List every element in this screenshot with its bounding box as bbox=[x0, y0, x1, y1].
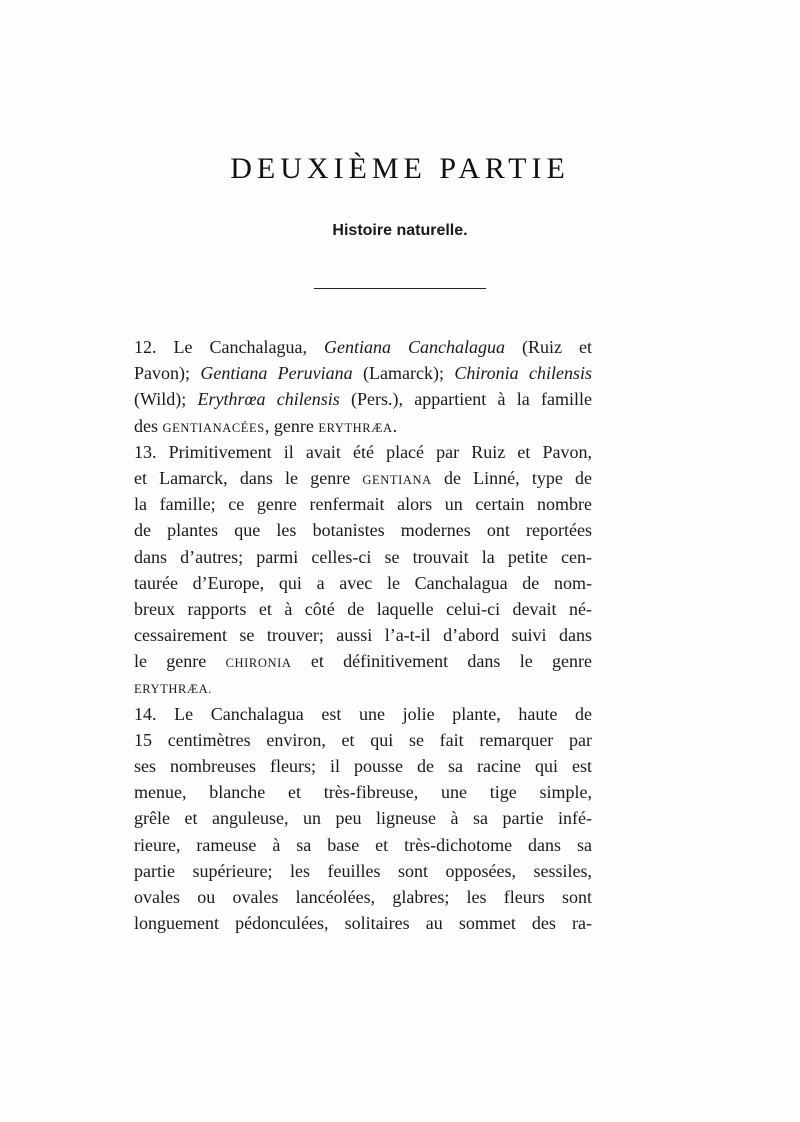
paragraph-13-line: de plantes que les botanistes modernes ont reportées bbox=[134, 520, 592, 541]
paragraph-12-line bbox=[134, 413, 592, 439]
section-title: Histoire naturelle. bbox=[332, 222, 468, 239]
paragraph-14-line: ovales ou ovales lancéolées, glabres; les fleurs sont bbox=[134, 886, 592, 907]
text-run: (Wild); bbox=[134, 389, 198, 410]
italic-text: Chironia chilensis bbox=[454, 363, 592, 384]
paragraph-number: 12. bbox=[134, 337, 157, 357]
text-run: des bbox=[134, 415, 163, 436]
small-caps-text: ERYTHRÆA bbox=[318, 420, 393, 435]
paragraph-14-line: partie supérieure; les feuilles sont opposées, sessiles, bbox=[134, 860, 592, 881]
paragraph-13-line bbox=[134, 465, 592, 491]
text-run: et définitivement dans le genre bbox=[291, 651, 592, 672]
paragraph-13-line bbox=[134, 648, 592, 674]
paragraph-number: 13. bbox=[134, 441, 157, 462]
paragraph-14-line bbox=[134, 701, 592, 727]
text-run: Le Canchalagua est une jolie plante, haute de bbox=[156, 703, 592, 724]
paragraph-14-line: menue, blanche et très-fibreuse, une tige simple, bbox=[134, 782, 592, 803]
paragraph-13-line bbox=[134, 674, 592, 700]
paragraph-14-line: grêle et anguleuse, un peu ligneuse à sa partie infé- bbox=[134, 808, 592, 829]
text-run: Pavon); bbox=[134, 363, 201, 384]
paragraph-13-line bbox=[134, 439, 592, 465]
paragraph-13-line: taurée d’Europe, qui a avec le Canchalagua de nom- bbox=[134, 572, 592, 593]
paragraph-12-line bbox=[134, 360, 592, 386]
paragraph-13-line: cessairement se trouver; aussi l’a-t-il d’abord suivi dans bbox=[134, 625, 592, 646]
paragraph-14-line: ses nombreuses fleurs; il pousse de sa racine qui est bbox=[134, 756, 592, 776]
section-divider bbox=[314, 288, 486, 289]
small-caps-text: ERYTHRÆA. bbox=[134, 682, 212, 697]
part-title: DEUXIÈME PARTIE bbox=[230, 152, 570, 185]
paragraph-number: 14. bbox=[134, 703, 157, 724]
paragraph-14-line: 15 centimètres environ, et qui se fait remarquer par bbox=[134, 729, 592, 750]
small-caps-text: CHIRONIA bbox=[225, 656, 292, 671]
paragraph-14-line: rieure, rameuse à sa base et très-dichotome dans sa bbox=[134, 834, 592, 855]
body-text bbox=[134, 334, 592, 936]
paragraph-12-line bbox=[134, 386, 592, 412]
italic-text: Erythrœa chilensis bbox=[197, 389, 340, 410]
italic-text: Gentiana Peruviana bbox=[200, 363, 353, 384]
paragraph-13-line: dans d’autres; parmi celles-ci se trouvait la petite cen- bbox=[134, 546, 592, 567]
text-run: et Lamarck, dans le genre bbox=[134, 467, 363, 488]
small-caps-text: GENTIANA bbox=[362, 472, 432, 487]
text-run: (Pers.), appartient à la famille bbox=[339, 389, 592, 410]
paragraph-13-line: la famille; ce genre renfermait alors un certain nombre bbox=[134, 494, 592, 515]
text-run: . bbox=[392, 415, 398, 436]
text-run: le genre bbox=[134, 651, 226, 672]
small-caps-text: GENTIANACÉES bbox=[162, 420, 265, 435]
text-run: (Ruiz et bbox=[504, 337, 592, 357]
paragraph-14-line: longuement pédonculées, solitaires au sommet des ra- bbox=[134, 913, 592, 934]
text-run: (Lamarck); bbox=[352, 363, 455, 384]
italic-text: Gentiana Canchalagua bbox=[323, 337, 505, 357]
paragraph-12-line bbox=[134, 334, 592, 360]
text-run: Le Canchalagua, bbox=[156, 337, 324, 357]
paragraph-13-line: breux rapports et à côté de laquelle celui-ci devait né- bbox=[134, 598, 592, 619]
text-run: , genre bbox=[264, 415, 319, 436]
text-run: de Linné, type de bbox=[431, 467, 592, 488]
text-run: Primitivement il avait été placé par Ruiz et Pavon, bbox=[156, 441, 592, 462]
